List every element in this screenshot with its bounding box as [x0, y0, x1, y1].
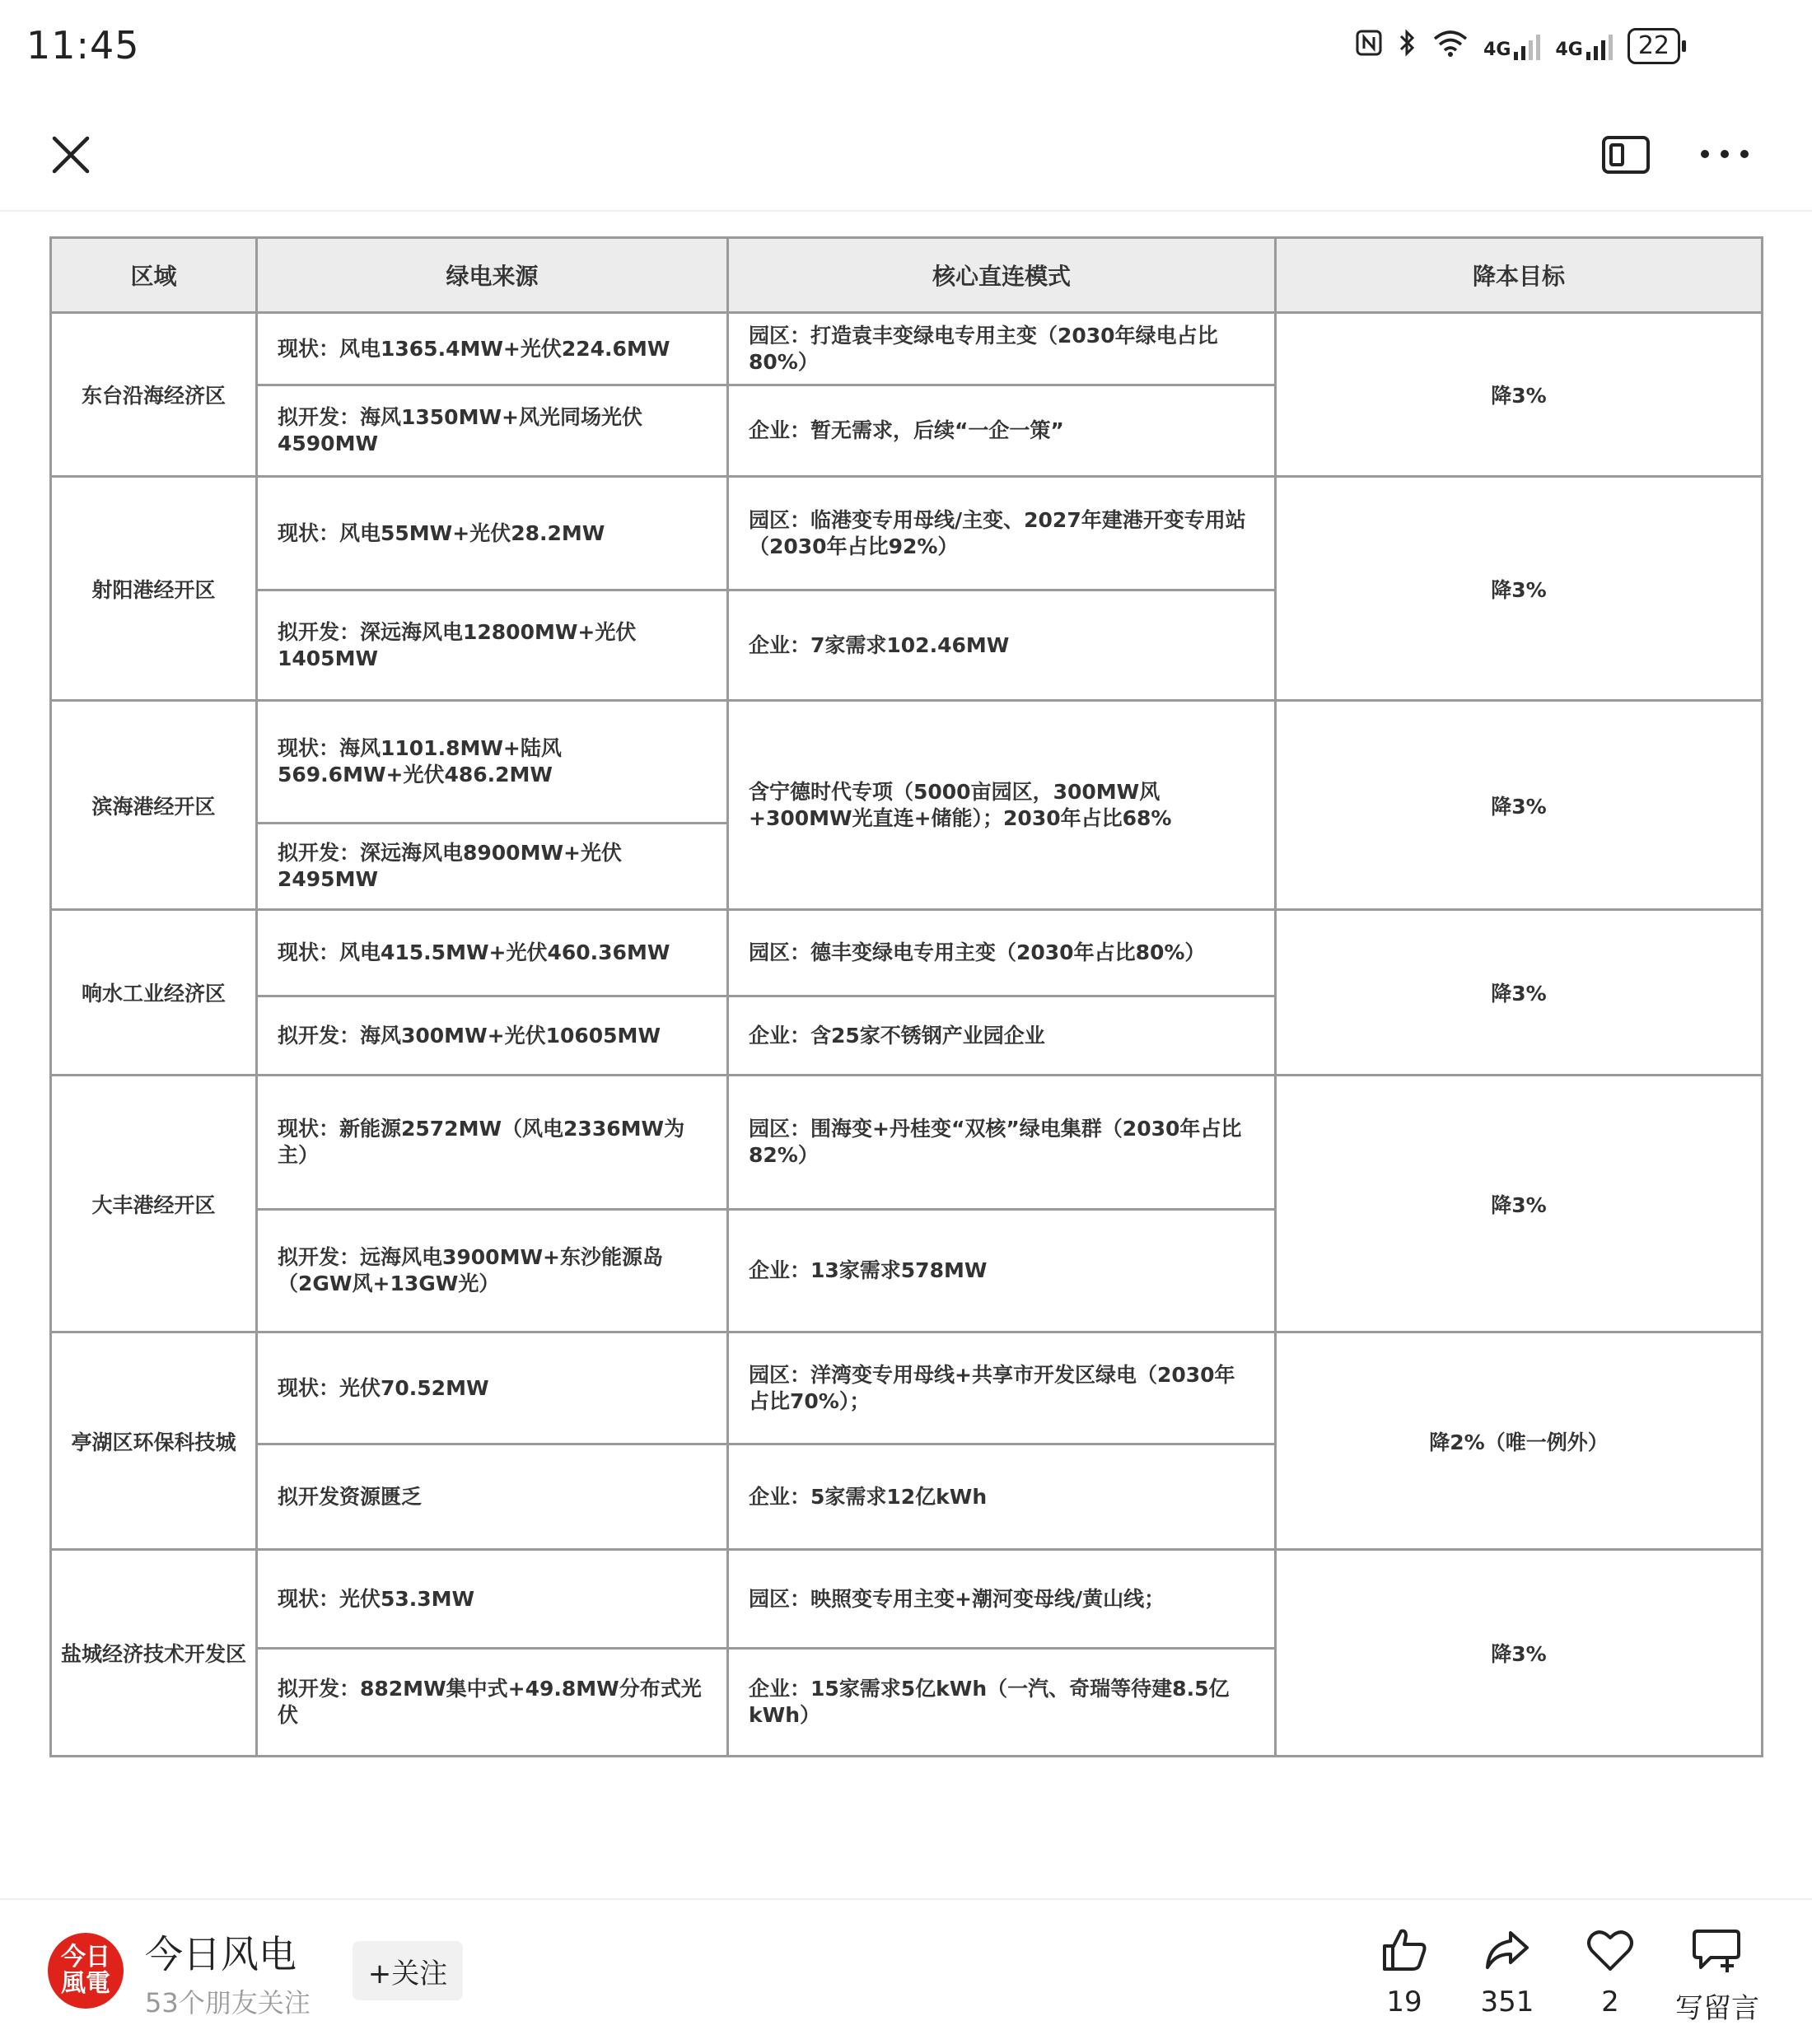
- status-icons: [1355, 28, 1680, 64]
- planned-source-cell: 拟开发资源匮乏: [257, 1444, 728, 1550]
- region-cell: 射阳港经开区: [51, 477, 257, 701]
- follow-button[interactable]: +关注: [353, 1941, 463, 2000]
- region-cell: 大丰港经开区: [51, 1076, 257, 1332]
- share-count: 351: [1480, 1986, 1534, 2018]
- table-row: [51, 477, 1763, 590]
- planned-source-cell: 拟开发：882MW集中式+49.8MW分布式光伏: [257, 1649, 728, 1757]
- signal-icon: 4G: [1483, 32, 1540, 60]
- signal-icon: 4G: [1555, 32, 1612, 60]
- favorite-count: 2: [1601, 1986, 1619, 2018]
- park-mode-cell: 园区：映照变专用主变+潮河变母线/黄山线；: [728, 1550, 1276, 1649]
- region-cell: 响水工业经济区: [51, 910, 257, 1076]
- enterprise-mode-cell: 企业：暂无需求，后续“一企一策”: [728, 385, 1276, 477]
- account-name[interactable]: 今日风电: [145, 1932, 297, 1976]
- enterprise-mode-cell: 企业：13家需求578MW: [728, 1210, 1276, 1332]
- target-cell: 降3%: [1276, 910, 1763, 1076]
- park-mode-cell: 园区：德丰变绿电专用主变（2030年占比80%）: [728, 910, 1276, 996]
- reader-mode-icon[interactable]: [1601, 135, 1651, 175]
- park-mode-cell: 园区：临港变专用母线/主变、2027年建港开变专用站（2030年占比92%）: [728, 477, 1276, 590]
- more-icon[interactable]: [1698, 142, 1751, 166]
- mode-cell: 含宁德时代专项（5000亩园区，300MW风+300MW光直连+储能）；2030年占比68%: [728, 701, 1276, 910]
- comment-label: 写留言: [1675, 1992, 1759, 2025]
- header-target: 降本目标: [1276, 238, 1763, 313]
- share-button[interactable]: [1454, 1926, 1561, 2018]
- follower-count: 53个朋友关注: [145, 1987, 311, 2018]
- close-icon[interactable]: [48, 132, 94, 178]
- wifi-icon: [1432, 29, 1469, 63]
- nfc-icon: [1355, 29, 1383, 63]
- target-cell: 降3%: [1276, 1550, 1763, 1757]
- target-cell: 降3%: [1276, 313, 1763, 477]
- park-mode-cell: 园区：围海变+丹桂变“双核”绿电集群（2030年占比82%）: [728, 1076, 1276, 1210]
- target-cell: 降3%: [1276, 1076, 1763, 1332]
- like-icon: [1380, 1926, 1429, 1974]
- table-row: [51, 1076, 1763, 1210]
- table-row: [51, 1550, 1763, 1649]
- target-cell: 降3%: [1276, 477, 1763, 701]
- table-header-row: [51, 238, 1763, 313]
- park-mode-cell: 园区：洋湾变专用母线+共享市开发区绿电（2030年占比70%）；: [728, 1332, 1276, 1444]
- region-cell: 亭湖区环保科技城: [51, 1332, 257, 1550]
- region-cell: 东台沿海经济区: [51, 313, 257, 477]
- data-table: [49, 236, 1761, 1765]
- app-bar: [0, 99, 1812, 212]
- planned-source-cell: 拟开发：海风300MW+光伏10605MW: [257, 996, 728, 1076]
- enterprise-mode-cell: 企业：5家需求12亿kWh: [728, 1444, 1276, 1550]
- status-bar: [0, 0, 1812, 99]
- park-mode-cell: 园区：打造袁丰变绿电专用主变（2030年绿电占比80%）: [728, 313, 1276, 385]
- like-button[interactable]: [1351, 1926, 1458, 2018]
- region-cell: 滨海港经开区: [51, 701, 257, 910]
- enterprise-mode-cell: 企业：15家需求5亿kWh（一汽、奇瑞等待建8.5亿kWh）: [728, 1649, 1276, 1757]
- region-cell: 盐城经济技术开发区: [51, 1550, 257, 1757]
- bottom-bar: [0, 1898, 1812, 2044]
- current-source-cell: 现状：海风1101.8MW+陆风569.6MW+光伏486.2MW: [257, 701, 728, 824]
- current-source-cell: 现状：风电55MW+光伏28.2MW: [257, 477, 728, 590]
- share-icon: [1483, 1926, 1532, 1974]
- current-source-cell: 现状：风电1365.4MW+光伏224.6MW: [257, 313, 728, 385]
- favorite-button[interactable]: [1557, 1926, 1664, 2018]
- heart-icon: [1586, 1926, 1635, 1974]
- table-row: [51, 1332, 1763, 1444]
- table-row: [51, 701, 1763, 824]
- current-source-cell: 现状：新能源2572MW（风电2336MW为主）: [257, 1076, 728, 1210]
- target-cell: 降3%: [1276, 701, 1763, 910]
- current-source-cell: 现状：光伏70.52MW: [257, 1332, 728, 1444]
- enterprise-mode-cell: 企业：含25家不锈钢产业园企业: [728, 996, 1276, 1076]
- target-cell: 降2%（唯一例外）: [1276, 1332, 1763, 1550]
- status-time: 11:45: [26, 23, 140, 68]
- current-source-cell: 现状：风电415.5MW+光伏460.36MW: [257, 910, 728, 996]
- current-source-cell: 现状：光伏53.3MW: [257, 1550, 728, 1649]
- enterprise-mode-cell: 企业：7家需求102.46MW: [728, 590, 1276, 701]
- like-count: 19: [1386, 1986, 1422, 2018]
- header-mode: 核心直连模式: [728, 238, 1276, 313]
- header-region: 区域: [51, 238, 257, 313]
- table-row: [51, 313, 1763, 385]
- battery-icon: 22: [1628, 28, 1680, 64]
- comment-icon: [1691, 1926, 1744, 1974]
- planned-source-cell: 拟开发：远海风电3900MW+东沙能源岛（2GW风+13GW光）: [257, 1210, 728, 1332]
- planned-source-cell: 拟开发：深远海风电12800MW+光伏1405MW: [257, 590, 728, 701]
- table-row: [51, 910, 1763, 996]
- bluetooth-icon: [1398, 28, 1417, 64]
- planned-source-cell: 拟开发：海风1350MW+风光同场光伏4590MW: [257, 385, 728, 477]
- comment-button[interactable]: [1664, 1926, 1771, 2026]
- account-logo[interactable]: 今日 風電: [48, 1933, 124, 2009]
- planned-source-cell: 拟开发：深远海风电8900MW+光伏2495MW: [257, 824, 728, 910]
- header-source: 绿电来源: [257, 238, 728, 313]
